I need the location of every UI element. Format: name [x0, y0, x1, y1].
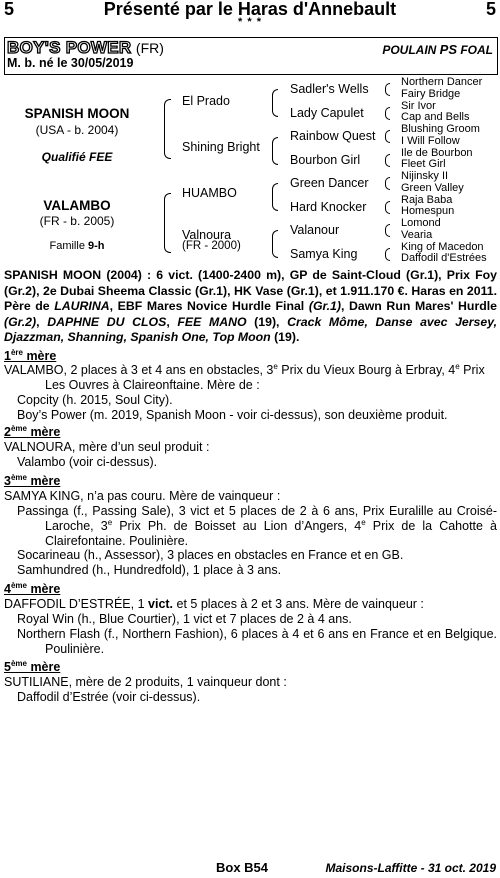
- first-dam-produce-1: Copcity (h. 2015, Soul City).: [17, 393, 173, 407]
- pedigree-gen3-1: Sadler's Wells: [290, 82, 369, 96]
- lot-number-right: 5: [485, 0, 496, 19]
- pedigree-brace-3d: [272, 230, 278, 258]
- first-dam-produce-2: Boy’s Power (m. 2019, Spanish Moon - voir ci-dessus), son deuxième produit.: [17, 408, 448, 422]
- section-heading-second-dam: 2ème mère: [4, 423, 61, 439]
- pedigree-gen4-7: Ile de Bourbon: [401, 147, 473, 159]
- dam-name: VALAMBO: [43, 198, 111, 213]
- footer-sale-info: Maisons-Laffitte - 31 oct. 2019: [325, 861, 496, 875]
- pedigree-gen4-16: Daffodil d'Estrées: [401, 252, 487, 264]
- second-dam-produce-1: Valambo (voir ci-dessus).: [17, 455, 158, 469]
- section-heading-first-dam: 1ère mère: [4, 347, 57, 363]
- pedigree-gen4-8: Fleet Girl: [401, 158, 446, 170]
- lot-number-left: 5: [4, 0, 15, 19]
- section-heading-fourth-dam: 4ème mère: [4, 580, 61, 596]
- pedigree-gen2-2: Shining Bright: [182, 140, 260, 154]
- dam-info: (FR - b. 2005): [39, 214, 115, 228]
- pedigree-gen3-6: Hard Knocker: [290, 200, 367, 214]
- pedigree-gen3-7: Valanour: [290, 223, 340, 237]
- pedigree-gen4-1: Northern Dancer: [401, 76, 483, 88]
- horse-identity-box: [4, 37, 498, 75]
- third-dam-produce-3: Samhundred (h., Hundredfold), 1 place à 3 ans.: [17, 563, 282, 577]
- pedigree-gen4-10: Green Valley: [401, 182, 464, 194]
- third-dam-text: SAMYA KING, n’a pas couru. Mère de vainqueur :: [4, 489, 281, 503]
- pedigree-brace-3b: [272, 137, 278, 165]
- header-stars: * * *: [238, 16, 262, 28]
- first-dam-text: VALAMBO, 2 places à 3 et 4 ans en obstacles, 3e Prix du Vieux Bourg à Erbray, 4e Prix Les Ouvres à Claireonftaine. Mère de :: [4, 361, 485, 392]
- pedigree-brace-4: [385, 83, 390, 96]
- pedigree-gen4-15: King of Macedon: [401, 241, 484, 253]
- section-heading-third-dam: 3ème mère: [4, 472, 61, 488]
- pedigree-gen3-4: Bourbon Girl: [290, 153, 361, 167]
- pedigree-gen2-4: Valnoura: [182, 228, 232, 242]
- horse-country: (FR): [135, 40, 164, 56]
- pedigree-brace-4: [385, 154, 390, 167]
- pedigree-brace-4: [385, 248, 390, 261]
- pedigree-gen3-2: Lady Capulet: [290, 106, 364, 120]
- footer-box-number: Box B54: [216, 860, 269, 875]
- fourth-dam-produce-1: Royal Win (h., Blue Courtier), 1 vict et 7 places de 2 à 4 ans.: [17, 612, 352, 626]
- pedigree-brace-3a: [272, 89, 278, 117]
- sire-summary: SPANISH MOON (2004) : 6 vict. (1400-2400 m), GP de Saint-Cloud (Gr.1), Prix Foy (Gr.2), 2e Dubai Sheema Classic (Gr.1), HK Vase (Gr.1), et 1.911.170 €. Haras en 2011. Père de LAURINA, EBF Mares Novice Hurdle Final (Gr.1), Dawn Run Mares' Hurdle (Gr.2), DAPHNE DU CLOS, FEE MANO (19), Crack Môme, Danse avec Jersey, Djazzman, Shanning, Spanish One, Top Moon (19).: [4, 268, 498, 344]
- pedigree-gen4-6: I Will Follow: [401, 135, 460, 147]
- horse-birth: M. b. né le 30/05/2019: [7, 56, 134, 70]
- third-dam-produce-1: Passinga (f., Passing Sale), 3 vict et 5 places de 2 à 6 ans, Prix Euralille au Croisé-Laroche, 3e Prix Ph. de Boisset au Lion d’Angers, 4e Prix de la Cahotte à Clairefontaine. Poulinière.: [17, 504, 498, 548]
- sire-info: (USA - b. 2004): [35, 123, 119, 137]
- pedigree-gen4-12: Homespun: [401, 205, 455, 217]
- pedigree-gen4-9: Nijinsky II: [401, 170, 449, 182]
- fifth-dam-text: SUTILIANE, mère de 2 produits, 1 vainqueur dont :: [4, 675, 287, 689]
- horse-name: BOY'S POWER: [7, 38, 132, 57]
- dam-family: Famille 9-h: [49, 240, 105, 252]
- pedigree-brace-sire: [164, 99, 171, 159]
- pedigree-gen2-1: El Prado: [182, 94, 230, 108]
- sire-qualification: Qualifié FEE: [41, 150, 113, 164]
- fifth-dam-produce-1: Daffodil d’Estrée (voir ci-dessus).: [17, 690, 201, 704]
- pedigree-gen2-3: HUAMBO: [182, 186, 237, 200]
- fourth-dam-text: DAFFODIL D’ESTRÉE, 1 vict. et 5 places à 2 et 3 ans. Mère de vainqueur :: [4, 597, 424, 611]
- sire-name: SPANISH MOON: [24, 106, 130, 121]
- pedigree-gen4-2: Fairy Bridge: [401, 88, 461, 100]
- pedigree-brace-4: [385, 177, 390, 190]
- pedigree-gen4-11: Raja Baba: [401, 194, 453, 206]
- pedigree-brace-dam: [164, 193, 171, 253]
- pedigree-gen4-3: Sir Ivor: [401, 100, 436, 112]
- third-dam-produce-2: Socarineau (h., Assessor), 3 places en obstacles en France et en GB.: [17, 548, 404, 562]
- pedigree-gen3-5: Green Dancer: [290, 176, 369, 190]
- pedigree-gen3-3: Rainbow Quest: [290, 129, 376, 143]
- pedigree-brace-3c: [272, 183, 278, 211]
- pedigree-brace-4: [385, 130, 390, 143]
- section-heading-fifth-dam: 5ème mère: [4, 658, 61, 674]
- pedigree-gen2-4-info: (FR - 2000): [182, 240, 241, 252]
- pedigree-gen4-14: Vearia: [401, 229, 433, 241]
- horse-category: POULAIN PS FOAL: [382, 42, 493, 57]
- pedigree-gen3-8: Samya King: [290, 247, 358, 261]
- second-dam-text: VALNOURA, mère d’un seul produit :: [4, 440, 210, 454]
- fourth-dam-produce-2: Northern Flash (f., Northern Fashion), 6 places à 4 et 6 ans en France et en Belgique. Poulinière.: [17, 627, 497, 656]
- pedigree-gen4-5: Blushing Groom: [401, 123, 480, 135]
- consignor-title: Présenté par le Haras d'Annebault: [103, 0, 397, 19]
- pedigree-brace-4: [385, 107, 390, 120]
- pedigree-brace-4: [385, 224, 390, 237]
- pedigree-gen4-4: Cap and Bells: [401, 111, 470, 123]
- pedigree-gen4-13: Lomond: [401, 217, 441, 229]
- pedigree-brace-4: [385, 201, 390, 214]
